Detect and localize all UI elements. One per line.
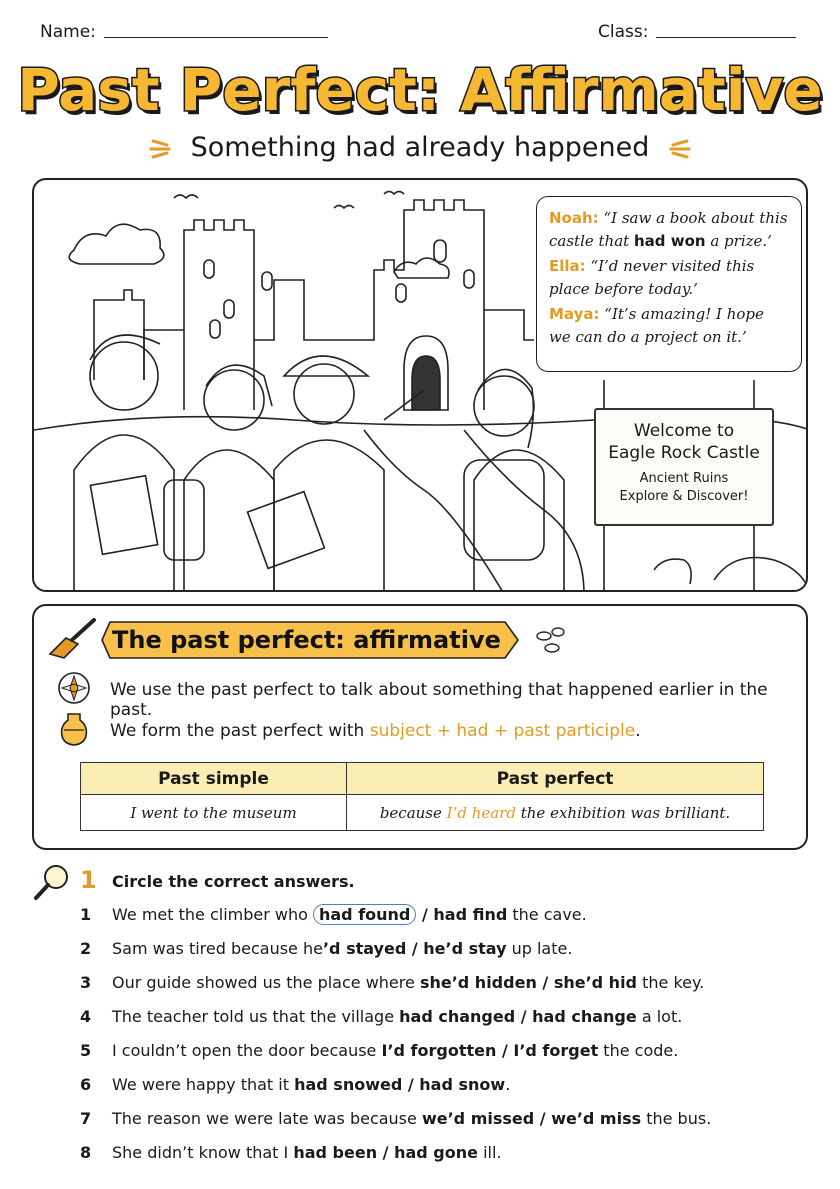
option-a[interactable]: we’d missed	[421, 1109, 535, 1128]
speech-text: “I’d never visited this place before today.’	[549, 257, 755, 298]
rule-text: We form the past perfect with	[110, 721, 370, 741]
speech-text: a prize.’	[705, 232, 772, 250]
option-separator: /	[536, 973, 554, 992]
item-text: Our guide showed us the place where	[112, 973, 420, 992]
option-b[interactable]: had find	[433, 905, 508, 924]
option-b[interactable]: he’d stay	[423, 939, 507, 958]
sparkle-icon	[149, 135, 177, 161]
option-b[interactable]: I’d forget	[513, 1041, 599, 1060]
option-b[interactable]: she’d hid	[553, 973, 638, 992]
item-number: 7	[80, 1109, 92, 1128]
name-field[interactable]	[40, 22, 328, 42]
class-label: Class:	[598, 22, 649, 42]
class-line[interactable]	[656, 37, 796, 38]
item-text: The reason we were late was because	[112, 1109, 422, 1128]
item-number: 3	[80, 973, 92, 992]
option-b[interactable]: had snow	[419, 1075, 506, 1094]
option-b[interactable]: had change	[532, 1007, 637, 1026]
option-b[interactable]: had gone	[394, 1143, 478, 1162]
table-cell-past-perfect	[347, 795, 764, 831]
rule-formula: subject + had + past participle	[369, 721, 636, 741]
sign-line: Eagle Rock Castle	[608, 443, 760, 463]
speaker-noah: Noah:	[549, 209, 599, 227]
page-title: Past Perfect: Affirmative	[17, 56, 823, 124]
rule-text: .	[635, 721, 641, 741]
item-text: the code.	[598, 1041, 679, 1060]
speech-line-noah	[549, 207, 789, 253]
sparkle-icon	[663, 135, 691, 161]
subtitle-row	[0, 132, 840, 163]
item-number: 1	[80, 905, 92, 924]
item-text: the bus.	[641, 1109, 712, 1128]
option-a[interactable]: she’d hidden	[419, 973, 537, 992]
option-separator: /	[416, 905, 434, 924]
pebbles-icon	[534, 624, 570, 660]
compass-icon	[56, 670, 92, 706]
class-field[interactable]	[598, 22, 796, 42]
option-a[interactable]: had changed	[399, 1007, 516, 1026]
illustration-panel	[32, 178, 808, 592]
comparison-table	[80, 762, 764, 831]
sign-line: Explore & Discover!	[619, 489, 749, 504]
grammar-banner	[100, 620, 520, 660]
option-separator: /	[534, 1109, 552, 1128]
option-a[interactable]: had been	[293, 1143, 378, 1162]
item-number: 4	[80, 1007, 92, 1026]
item-text: the key.	[637, 973, 705, 992]
cell-text: the exhibition was brilliant.	[515, 803, 731, 822]
grammar-rule-usage: We use the past perfect to talk about something that happened earlier in the past.	[110, 680, 768, 720]
exercise-number: 1	[80, 866, 97, 894]
option-a[interactable]: ’d stayed	[322, 939, 407, 958]
speech-bold: had won	[633, 232, 706, 250]
option-b[interactable]: we’d miss	[551, 1109, 642, 1128]
item-text: The teacher told us that the village	[112, 1007, 400, 1026]
option-a[interactable]: had found	[313, 904, 416, 925]
item-text: .	[505, 1075, 511, 1094]
speech-line-maya	[549, 303, 789, 349]
grammar-banner-label: The past perfect: affirmative	[112, 626, 501, 654]
trowel-icon	[44, 614, 100, 662]
item-text: We were happy that it	[112, 1075, 295, 1094]
option-a[interactable]: I’d forgotten	[381, 1041, 497, 1060]
item-text: the cave.	[507, 905, 587, 924]
option-separator: /	[402, 1075, 420, 1094]
name-label: Name:	[40, 22, 96, 42]
sign-line: Ancient Ruins	[639, 471, 729, 486]
grammar-rule-form	[110, 721, 641, 741]
item-text: a lot.	[636, 1007, 683, 1026]
grammar-panel	[32, 604, 808, 850]
item-text: Sam was tired because he	[112, 939, 323, 958]
item-number: 6	[80, 1075, 92, 1094]
table-row	[81, 795, 764, 831]
item-number: 2	[80, 939, 92, 958]
item-number: 5	[80, 1041, 92, 1060]
speech-text: “It’s amazing! I hope we can do a project on it.’	[549, 305, 764, 346]
page-subtitle: Something had already happened	[190, 132, 650, 163]
item-number: 8	[80, 1143, 92, 1162]
table-header-row	[81, 763, 764, 795]
cell-highlight: I’d heard	[446, 803, 516, 822]
table-header-past-simple: Past simple	[81, 763, 347, 795]
item-text: ill.	[477, 1143, 502, 1162]
item-text: She didn’t know that I	[112, 1143, 294, 1162]
item-text: We met the climber who	[112, 905, 313, 924]
option-separator: /	[515, 1007, 533, 1026]
name-line[interactable]	[104, 37, 328, 38]
table-cell-past-simple: I went to the museum	[81, 795, 347, 831]
item-text: I couldn’t open the door because	[112, 1041, 382, 1060]
castle-sign	[594, 408, 774, 526]
option-separator: /	[377, 1143, 395, 1162]
option-separator: /	[496, 1041, 514, 1060]
speech-text: “I saw a book about this castle that	[549, 209, 788, 250]
item-text: up late.	[506, 939, 573, 958]
sign-line: Welcome to	[633, 421, 735, 441]
cell-text: because	[379, 803, 447, 822]
vase-icon	[56, 710, 92, 748]
speaker-ella: Ella:	[549, 257, 586, 275]
speaker-maya: Maya:	[549, 305, 600, 323]
table-header-past-perfect: Past perfect	[347, 763, 764, 795]
speech-line-ella	[549, 255, 789, 301]
speech-box	[536, 196, 802, 372]
exercise-instruction: Circle the correct answers.	[112, 872, 355, 891]
option-a[interactable]: had snowed	[294, 1075, 403, 1094]
option-separator: /	[406, 939, 424, 958]
magnifier-icon	[32, 862, 72, 902]
